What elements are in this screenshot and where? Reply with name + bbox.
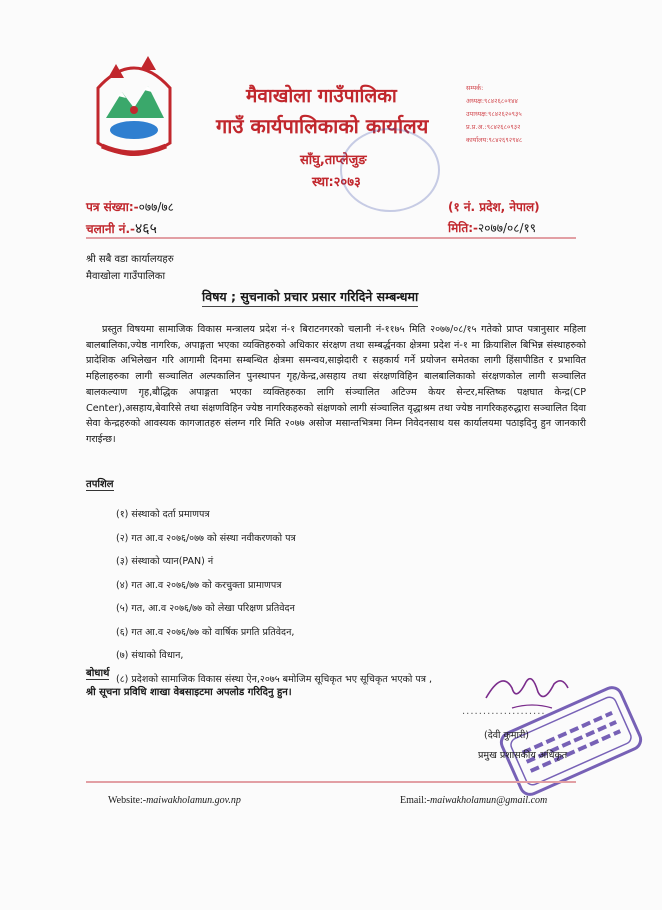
tapasil-heading: तपशिल	[86, 476, 114, 491]
contact-line: कार्यालय:९८४२६९२९४८	[466, 136, 523, 144]
footer-website	[108, 795, 241, 806]
chalani-number	[86, 219, 157, 238]
list-item: (४) गत आ.व २०७६/७७ को करचुक्ता प्रामाणपत्र	[116, 579, 282, 591]
recipient-line-2: मैवाखोला गाउँपालिका	[86, 271, 166, 282]
body-paragraph	[86, 322, 586, 448]
date-value: २०७७/०८/१९	[478, 221, 537, 235]
official-stamp-icon	[496, 686, 646, 796]
office-location: साँघु,ताप्लेजुङ	[300, 153, 367, 168]
establishment-year: स्था:२०७३	[312, 175, 361, 190]
contact-line: उपाध्यक्ष:९८४२६२०९३५	[466, 110, 522, 118]
chalani-value: ४६५	[135, 221, 157, 237]
province-label: (१ नं. प्रदेश, नेपाल)	[448, 200, 540, 214]
bodhartha-text: श्री सूचना प्रविधि शाखा वेबसाइटमा अपलोड गरिदिनु हुन।	[86, 687, 292, 698]
footer-divider	[86, 781, 576, 783]
contact-block	[466, 82, 522, 147]
list-item: (७) संथाको विधान,	[116, 650, 184, 661]
office-name: गाउँ कार्यपालिकाको कार्यालय	[216, 114, 429, 138]
patra-value: ०७७/७८	[138, 200, 174, 214]
recipient-line-1: श्री सबै वडा कार्यालयहरु	[86, 254, 174, 265]
list-item: (८) प्रदेशको सामाजिक विकास संस्था ऐन,२०७५ बमोजिम सूचिकृत भए सूचिकृत भएको पत्र ,	[116, 673, 433, 685]
footer-email	[400, 795, 547, 806]
contact-line: सम्पर्क:	[466, 84, 484, 92]
signatory-name: (देवी कुमारी)	[484, 730, 530, 741]
signature-dots: ....................	[462, 706, 546, 717]
bodhartha-heading: बोधार्थ	[86, 665, 109, 680]
list-item: (५) गत, आ.व २०७६/७७ को लेखा परिक्षण प्रतिवेदन	[116, 603, 295, 614]
contact-line: प्र.प्र.अ.:९८४२६८०९३२	[466, 123, 521, 131]
list-item: (१) संस्थाको दर्ता प्रमाणपत्र	[116, 509, 210, 520]
municipality-name: मैवाखोला गाउँपालिका	[246, 85, 397, 107]
email-label: Email:-	[400, 795, 430, 806]
patra-sankhya	[86, 198, 174, 215]
signatory-title: प्रमुख प्रशासकीय अधिकृत	[478, 750, 568, 761]
faint-stamp	[340, 128, 440, 212]
email-link[interactable]: maiwakholamun@gmail.com	[430, 795, 548, 806]
patra-label: पत्र संख्या:-	[86, 200, 139, 214]
subject-line: विषय ; सुचनाको प्रचार प्रसार गरिदिने सम्बन्धमा	[202, 288, 418, 307]
nepal-emblem-icon	[78, 48, 190, 168]
website-link[interactable]: maiwakholamun.gov.np	[146, 795, 241, 806]
list-item: (३) संस्थाको प्यान(PAN) नं	[116, 556, 214, 567]
date-row	[448, 219, 536, 236]
chalani-label: चलानी नं.-	[86, 222, 136, 236]
date-label: मिति:-	[448, 221, 479, 235]
contact-line: अध्यक्ष:९८४२६८०१४४	[466, 97, 518, 105]
body-text: प्रस्तुत विषयमा सामाजिक विकास मन्त्रालय प्रदेश नं-१ बिराटनगरको चलानी नं-११७५ मिति २०७७/०८/१५ गतेको प्राप्त पत्रानुसार महिला बालबालिका,ज्येष्ठ नागरिक, अपाङ्गता भएका व्यक्तिहरुको अधिकार संरक्षण तथा सम्बर्द्धनका क्षेत्रमा प्रदेश नं-१ मा क्रियाशिल बिभिन्न संस्थाहरुको प्रादेशिक अभिलेखन गरि आगामी दिनमा सम्बन्धित क्षेत्रमा समन्वय,साझेदारी र सहकार्य गर्ने प्रयोजन समेतका लागी हिंसापीडित र प्रभावित महिलाहरुका लागी सञ्चालित अल्पकालिन पुनस्थापन गृह/केन्द्र,असहाय तथा संरक्षणविहिन बालबालिकाको संरक्षणकोल लागी सञ्चालित बालकल्याण गृह,बौद्धिक अपाङ्गता भएका व्यक्तिहरुका लागि संञ्चालित अटिज्म केयर सेन्टर,मस्तिष्क पक्षघात केन्द्र(CP Center),असहाय,बेवारिसे तथा संक्षणविहिन ज्येष्ठ नागरिकहरुको संक्षणको लागी संञ्चालित वृद्धाश्रम तथा ज्येष्ठ नागरिकहरुद्धारा सञ्चालित दिवा सेवा केन्द्रहरुको आवस्यक कागजातहरु संलग्न गरि मिति २०७७ असोज मसान्तभित्रमा निम्न निवेदनसाथ यस कार्यालयमा पठाइदिनु हुन जानकारी गराईन्छ।	[86, 324, 586, 445]
website-label: Website:-	[108, 795, 147, 806]
list-item: (२) गत आ.व २०७६/०७७ को संस्था नवीकरणको पत्र	[116, 532, 296, 544]
attachment-list	[116, 507, 432, 695]
header-divider	[86, 237, 576, 239]
list-item: (६) गत आ.व २०७६/७७ को वार्षिक प्रगति प्रतिवेदन,	[116, 626, 295, 638]
